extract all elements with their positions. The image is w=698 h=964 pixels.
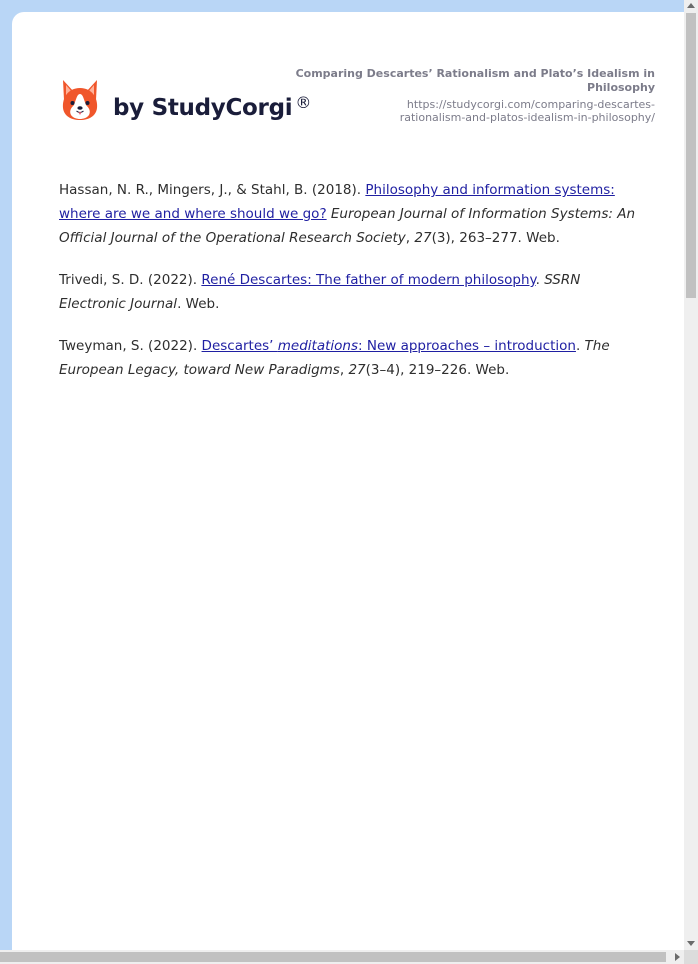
reference-source: SSRN Electronic Journal bbox=[59, 272, 581, 312]
reference-authors-year: Trivedi, S. D. (2022). bbox=[59, 272, 202, 288]
reference-source: European Journal of Information Systems: An Official Journal of the Operational Research Society bbox=[59, 206, 635, 246]
scrollbar-corner bbox=[684, 950, 698, 964]
scroll-up-arrow-icon[interactable] bbox=[687, 3, 695, 8]
reference-separator: , bbox=[339, 362, 349, 378]
corgi-logo-icon bbox=[60, 78, 100, 122]
reference-link-italic: meditations bbox=[277, 338, 358, 354]
horizontal-scroll-thumb[interactable] bbox=[0, 952, 666, 962]
reference-tail: . Web. bbox=[177, 296, 220, 312]
reference-title-link[interactable] bbox=[202, 338, 576, 354]
scroll-right-arrow-icon[interactable] bbox=[675, 953, 680, 961]
scroll-down-arrow-icon[interactable] bbox=[687, 941, 695, 946]
reference-item bbox=[59, 178, 649, 250]
registered-mark: ® bbox=[295, 93, 312, 112]
studycorgi-logo[interactable] bbox=[60, 78, 311, 122]
vertical-scroll-thumb[interactable] bbox=[686, 13, 696, 298]
reference-item bbox=[59, 334, 649, 382]
reference-item bbox=[59, 268, 649, 316]
reference-link-part: Descartes’ bbox=[201, 338, 278, 354]
reference-source: The European Legacy, toward New Paradigms bbox=[59, 338, 610, 378]
reference-separator: . bbox=[535, 272, 545, 288]
brand-name: by StudyCorgi bbox=[113, 95, 293, 121]
document-header bbox=[295, 67, 655, 124]
reference-tail: (3–4), 219–226. Web. bbox=[365, 362, 510, 378]
reference-authors-year: Tweyman, S. (2022). bbox=[59, 338, 202, 354]
reference-separator: . bbox=[575, 338, 585, 354]
reference-list bbox=[59, 178, 649, 400]
reference-title-link[interactable]: René Descartes: The father of modern philosophy bbox=[201, 272, 536, 288]
reference-tail: (3), 263–277. Web. bbox=[431, 230, 560, 246]
document-title: Comparing Descartes’ Rationalism and Plato’s Idealism in Philosophy bbox=[295, 67, 655, 94]
document-url[interactable]: https://studycorgi.com/comparing-descartes-rationalism-and-platos-idealism-in-philosophy/ bbox=[399, 98, 655, 124]
reference-volume: 27 bbox=[414, 230, 432, 246]
reference-separator: , bbox=[405, 230, 415, 246]
vertical-scrollbar[interactable] bbox=[684, 0, 698, 950]
document-page bbox=[12, 12, 684, 952]
reference-link-part: : New approaches – introduction bbox=[358, 338, 576, 354]
reference-authors-year: Hassan, N. R., Mingers, J., & Stahl, B. (2018). bbox=[59, 182, 366, 198]
reference-title-link[interactable]: Philosophy and information systems: where are we and where should we go? bbox=[59, 182, 615, 222]
reference-volume: 27 bbox=[348, 362, 366, 378]
horizontal-scrollbar[interactable] bbox=[0, 950, 684, 964]
